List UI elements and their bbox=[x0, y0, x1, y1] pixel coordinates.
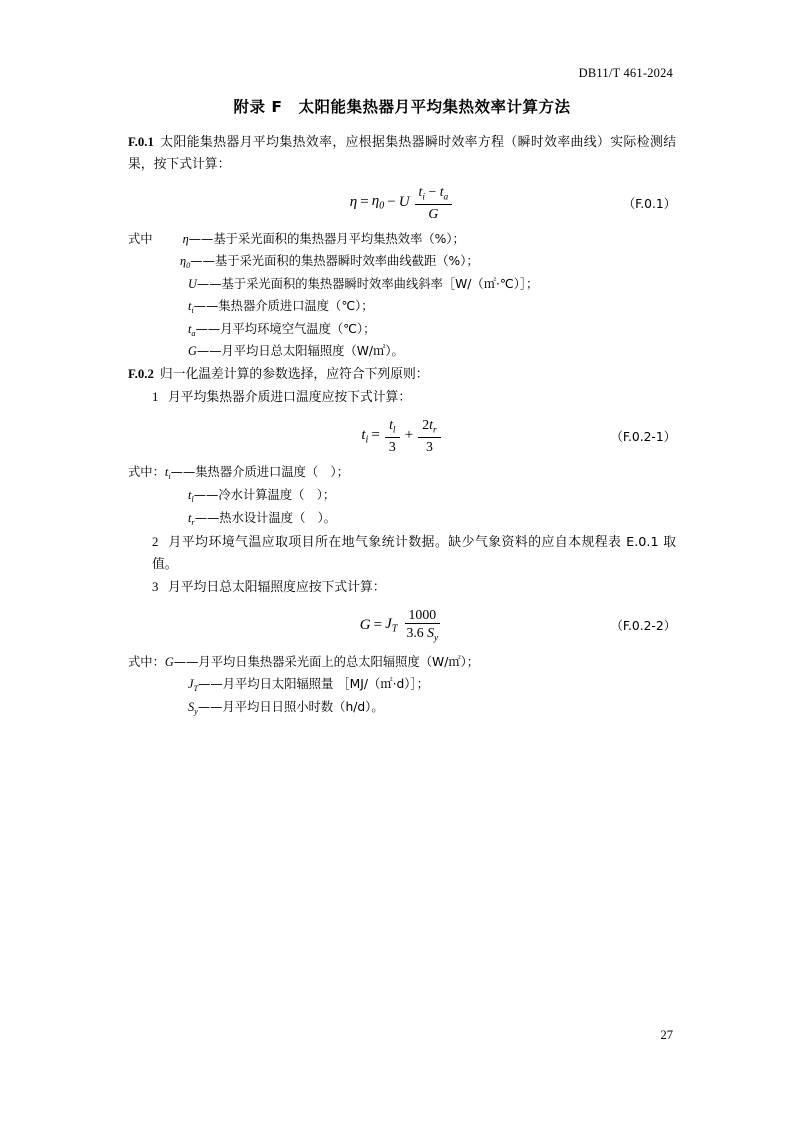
list-item-1-text: 月平均集热器介质进口温度应按下式计算： bbox=[168, 390, 412, 406]
fraction-denominator: G bbox=[428, 205, 439, 221]
symbol-t-def: t bbox=[188, 298, 192, 313]
equation-f021-label: （F.0.2-1） bbox=[610, 429, 676, 444]
equation-f022-row bbox=[128, 607, 676, 644]
fraction-2tr-over-3 bbox=[418, 417, 440, 454]
fraction-denominator-3: 3 bbox=[388, 439, 396, 455]
symbol-t-def5: t bbox=[188, 511, 192, 526]
symbol-J: J bbox=[385, 616, 392, 633]
symbol-def-eta bbox=[128, 229, 676, 251]
symbol-G-desc: ——月平均日总太阳辐照度（W/㎡）。 bbox=[196, 344, 404, 359]
symbol-def3-JT-desc: ——月平均日太阳辐照量 ［MJ/（㎡·d）］； bbox=[198, 676, 429, 691]
symbol-def-U bbox=[128, 274, 676, 296]
symbol-36: 3.6 bbox=[406, 625, 424, 641]
symbol-J-def-sub: T bbox=[193, 683, 199, 693]
symbol-U: U bbox=[398, 194, 410, 211]
equation-f01-label: （F.0.1） bbox=[622, 196, 676, 211]
symbol-sub-a: a bbox=[443, 192, 449, 203]
symbol-def-ti bbox=[128, 296, 676, 319]
page-number: 27 bbox=[660, 1028, 673, 1042]
symbol-G-lhs: G bbox=[359, 616, 371, 633]
symbol-def3-Sy bbox=[128, 697, 676, 720]
list-item-3-text: 月平均日总太阳辐照度应按下式计算： bbox=[168, 579, 386, 595]
symbol-S: S bbox=[427, 625, 435, 641]
symbol-equals-3: = bbox=[373, 616, 383, 633]
symbol-eta0: η bbox=[371, 193, 380, 210]
list-item-3 bbox=[128, 576, 676, 599]
list-item-2 bbox=[128, 531, 676, 576]
symbol-eta0-desc: ——基于采光面积的集热器瞬时效率曲线截距（%）； bbox=[190, 254, 479, 269]
symbol-def3-G bbox=[128, 652, 676, 674]
equation-f01-row bbox=[128, 184, 676, 221]
symbol-def-eta0 bbox=[128, 251, 676, 274]
fraction-numerator bbox=[415, 184, 453, 205]
symbol-t-def4: t bbox=[188, 488, 192, 503]
clause-f01-paragraph bbox=[128, 131, 676, 176]
symbol-G-def: G bbox=[188, 344, 197, 359]
symbol-eta0-def-sub: 0 bbox=[186, 261, 191, 271]
equation-f022-label: （F.0.2-2） bbox=[610, 619, 676, 634]
symbol-sub-i: i bbox=[422, 192, 425, 203]
symbol-def3-Sy-desc: ——月平均日日照小时数（h/d）。 bbox=[197, 699, 384, 714]
appendix-title: 附录 F 太阳能集热器月平均集热效率计算方法 bbox=[233, 98, 571, 116]
symbol-t-lhs-sub: i bbox=[365, 434, 369, 446]
list-item-3-number: 3 bbox=[152, 579, 159, 594]
fraction-1000-over-36Sy bbox=[402, 607, 442, 644]
fraction-denominator-36Sy bbox=[402, 624, 442, 644]
symbol-equals-2: = bbox=[371, 427, 380, 444]
symbol-def3-JT bbox=[128, 674, 676, 697]
list-item-1-number: 1 bbox=[152, 390, 159, 405]
list-item-2-text: 月平均环境气温应取项目所在地气象统计数据。缺少气象资料的应自本规程表 E.0.1 取值。 bbox=[152, 534, 676, 572]
symbol-G-def2: G bbox=[164, 655, 174, 670]
shi-zhong-label: 式中 bbox=[128, 232, 153, 247]
symbol-t-def2: t bbox=[188, 321, 192, 336]
equation-f01-rhs bbox=[372, 193, 385, 212]
symbol-eta0-sub: 0 bbox=[379, 200, 385, 212]
symbol-ti-desc: ——集热器介质进口温度（℃）； bbox=[193, 298, 374, 313]
equation-f022 bbox=[360, 607, 444, 644]
symbol-minus-inner: − bbox=[428, 184, 437, 199]
equation-f021 bbox=[361, 417, 442, 454]
shi-zhong-colon-label-2: 式中： bbox=[128, 655, 165, 670]
symbol-two: 2 bbox=[422, 417, 430, 433]
symbol-def2-tr bbox=[128, 508, 676, 531]
clause-f01-text: 太阳能集热器月平均集热效率，应根据集热器瞬时效率方程（瞬时效率曲线）实际检测结果，按下式计算： bbox=[128, 135, 676, 172]
clause-f02-text: 归一化温差计算的参数选择，应符合下列原则： bbox=[159, 367, 429, 383]
symbol-t-tr: t bbox=[429, 417, 433, 433]
equation-f021-row bbox=[128, 417, 676, 454]
symbol-def2-ti-desc: ——集热器介质进口温度（ ）； bbox=[170, 465, 349, 480]
symbol-U-desc: ——基于采光面积的集热器瞬时效率曲线斜率［W/（㎡·℃）］； bbox=[196, 276, 539, 291]
symbol-t-lhs: t bbox=[361, 426, 366, 443]
clause-f01-number: F.0.1 bbox=[128, 135, 154, 149]
symbol-eta0-def: η bbox=[180, 254, 187, 269]
symbol-sub-l: l bbox=[392, 425, 396, 436]
symbol-t-def5-sub: r bbox=[191, 518, 195, 527]
equation-f021-lhs bbox=[361, 427, 368, 446]
symbol-J-def: J bbox=[188, 676, 194, 691]
symbol-def2-tl bbox=[128, 485, 676, 508]
list-item-1 bbox=[128, 386, 676, 409]
symbol-ta-desc: ——月平均环境空气温度（℃）； bbox=[195, 321, 376, 336]
page-content bbox=[128, 95, 676, 720]
fraction-temp-diff-over-G bbox=[415, 184, 453, 221]
symbol-U-def: U bbox=[188, 276, 197, 291]
symbol-t2: t bbox=[439, 184, 444, 199]
symbol-plus: + bbox=[404, 427, 414, 444]
symbol-def2-ti bbox=[128, 462, 676, 485]
symbol-t-tl: t bbox=[389, 417, 393, 433]
symbol-def-ta bbox=[128, 319, 676, 342]
fraction-numerator-1000: 1000 bbox=[405, 607, 441, 624]
symbol-eta-def: η bbox=[182, 232, 189, 247]
fraction-denominator-3b: 3 bbox=[425, 439, 433, 455]
clause-f02-paragraph bbox=[128, 363, 676, 386]
symbol-t-def-sub: i bbox=[191, 305, 194, 315]
symbol-def2-tr-desc: ——热水设计温度（ ）。 bbox=[194, 511, 337, 526]
symbol-t-def3-sub: i bbox=[168, 472, 171, 482]
symbol-def2-tl-desc: ——冷水计算温度（ ）； bbox=[193, 488, 336, 503]
symbol-sub-y: y bbox=[434, 633, 439, 644]
fraction-numerator-tl bbox=[385, 417, 399, 438]
symbol-minus: − bbox=[387, 194, 396, 211]
symbol-S-def-sub: y bbox=[194, 706, 198, 716]
fraction-numerator-2tr bbox=[418, 417, 440, 438]
symbol-eta: η bbox=[349, 194, 358, 211]
symbol-def-G bbox=[128, 341, 676, 363]
symbol-eta-desc: ——基于采光面积的集热器月平均集热效率（%）； bbox=[188, 232, 465, 247]
symbol-equals: = bbox=[360, 194, 369, 211]
symbol-S-def: S bbox=[188, 699, 195, 714]
symbol-sub-T: T bbox=[391, 623, 398, 635]
equation-f01 bbox=[350, 184, 454, 221]
symbol-t-def2-sub: a bbox=[191, 328, 196, 338]
fraction-tl-over-3 bbox=[385, 417, 400, 454]
symbol-t: t bbox=[418, 184, 423, 199]
shi-zhong-colon-label: 式中： bbox=[128, 465, 165, 480]
list-item-2-number: 2 bbox=[152, 534, 159, 549]
symbol-t-def4-sub: l bbox=[191, 495, 194, 505]
symbol-sub-r: r bbox=[432, 425, 437, 436]
symbol-JT bbox=[385, 616, 397, 635]
clause-f02-number: F.0.2 bbox=[128, 367, 154, 382]
symbol-def3-G-desc: ——月平均日集热器采光面上的总太阳辐照度（W/㎡）； bbox=[173, 655, 480, 670]
symbol-t-def3: t bbox=[164, 465, 169, 480]
page-header: DB11/T 461-2024 bbox=[578, 66, 673, 80]
